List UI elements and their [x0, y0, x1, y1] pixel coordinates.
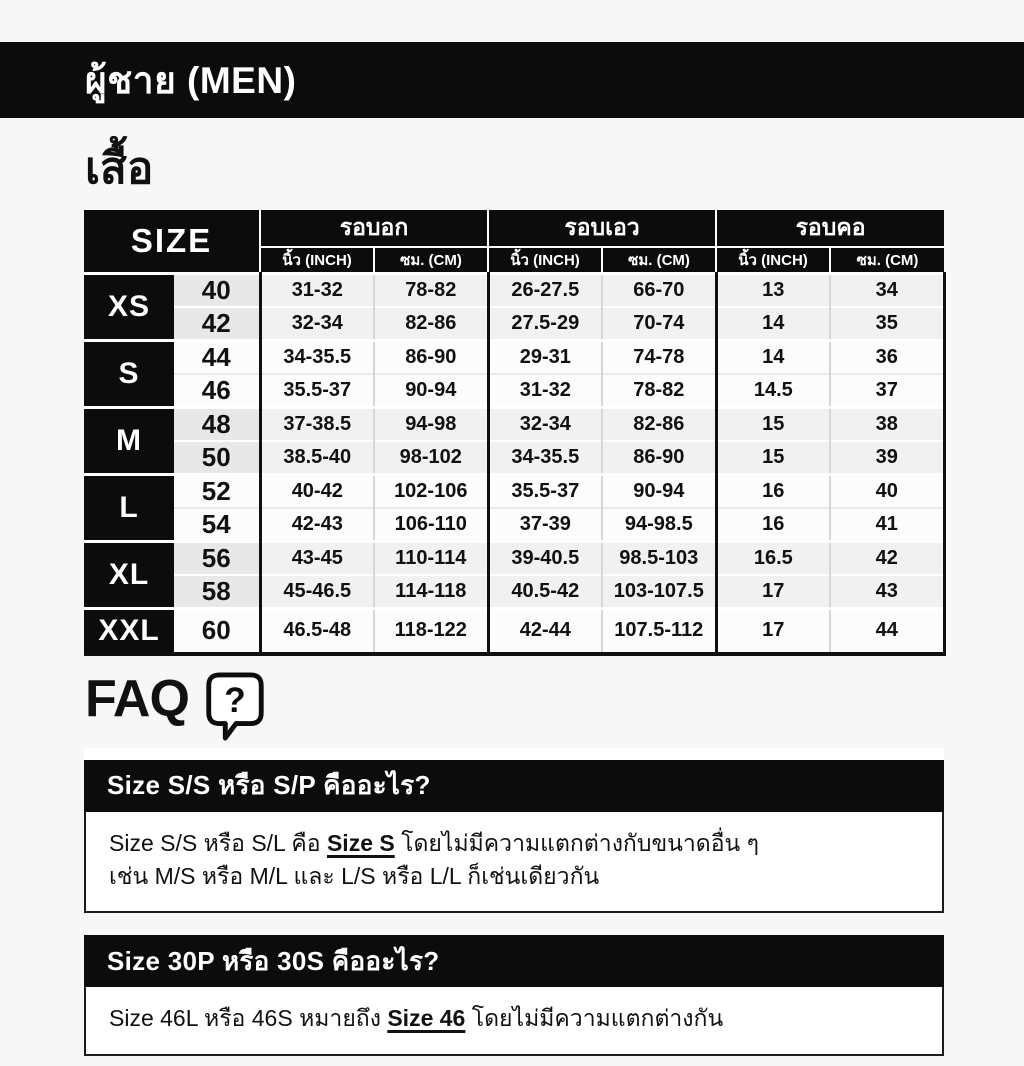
size-number-cell: 50 — [174, 441, 260, 475]
measurement-cell: 44 — [830, 608, 944, 654]
size-number-cell: 54 — [174, 508, 260, 542]
measurement-cell: 94-98.5 — [602, 508, 716, 542]
measurement-cell: 118-122 — [374, 608, 488, 654]
measurement-cell: 15 — [716, 407, 830, 441]
measurement-cell: 37 — [830, 374, 944, 408]
measurement-cell: 98.5-103 — [602, 541, 716, 575]
size-number-cell: 44 — [174, 340, 260, 374]
measurement-cell: 42-43 — [260, 508, 374, 542]
measurement-cell: 90-94 — [602, 474, 716, 508]
page-title: ผู้ชาย (MEN) — [85, 59, 297, 101]
measurement-cell: 17 — [716, 608, 830, 654]
measurement-cell: 38 — [830, 407, 944, 441]
question-bubble-icon — [205, 672, 265, 747]
measurement-cell: 106-110 — [374, 508, 488, 542]
faq-question-2: Size 30P หรือ 30S คืออะไร? — [107, 945, 440, 976]
measurement-cell: 36 — [830, 340, 944, 374]
size-number-cell: 48 — [174, 407, 260, 441]
size-number-cell: 46 — [174, 374, 260, 408]
size-number-cell: 42 — [174, 307, 260, 341]
measurement-cell: 78-82 — [602, 374, 716, 408]
neck-group-header: รอบคอ — [716, 210, 944, 247]
measurement-cell: 16 — [716, 474, 830, 508]
size-letter-cell: XL — [84, 541, 174, 608]
measurement-cell: 43-45 — [260, 541, 374, 575]
size-corner-header: SIZE — [84, 210, 260, 274]
size-row — [84, 541, 944, 575]
faq-heading-row — [85, 669, 1024, 744]
size-row — [84, 307, 944, 341]
faq-question-bar-2 — [84, 935, 944, 987]
size-number-cell: 56 — [174, 541, 260, 575]
size-row — [84, 340, 944, 374]
measurement-cell: 34-35.5 — [488, 441, 602, 475]
measurement-cell: 94-98 — [374, 407, 488, 441]
measurement-cell: 37-39 — [488, 508, 602, 542]
men-title-bar — [0, 42, 1024, 118]
measurement-cell: 31-32 — [260, 273, 374, 307]
faq-answer-box-1 — [84, 812, 944, 914]
measurement-cell: 34-35.5 — [260, 340, 374, 374]
measurement-cell: 66-70 — [602, 273, 716, 307]
measurement-cell: 40-42 — [260, 474, 374, 508]
svg-text:?: ? — [224, 680, 246, 720]
measurement-cell: 14 — [716, 340, 830, 374]
size-row — [84, 273, 944, 307]
faq-answer-box-2 — [84, 987, 944, 1055]
size-row — [84, 508, 944, 542]
size-letter-cell: XXL — [84, 608, 174, 654]
size-table — [84, 210, 946, 656]
measurement-cell: 35.5-37 — [488, 474, 602, 508]
size-number-cell: 40 — [174, 273, 260, 307]
measurement-cell: 114-118 — [374, 575, 488, 609]
measurement-cell: 39-40.5 — [488, 541, 602, 575]
measurement-cell: 82-86 — [602, 407, 716, 441]
size-table-wrapper — [84, 210, 945, 656]
size-row — [84, 407, 944, 441]
size-row — [84, 374, 944, 408]
chest-cm-header: ซม. (CM) — [374, 247, 488, 274]
measurement-cell: 102-106 — [374, 474, 488, 508]
measurement-cell: 98-102 — [374, 441, 488, 475]
measurement-cell: 14 — [716, 307, 830, 341]
faq-card-top-strip — [84, 748, 944, 760]
size-letter-cell: M — [84, 407, 174, 474]
faq-question-1: Size S/S หรือ S/P คืออะไร? — [107, 770, 431, 801]
waist-inch-header: นิ้ว (INCH) — [488, 247, 602, 274]
measurement-cell: 32-34 — [260, 307, 374, 341]
measurement-cell: 26-27.5 — [488, 273, 602, 307]
shirt-section-title: เสื้อ — [85, 144, 154, 193]
faq-heading: FAQ — [85, 669, 189, 728]
measurement-cell: 43 — [830, 575, 944, 609]
waist-group-header: รอบเอว — [488, 210, 716, 247]
measurement-cell: 27.5-29 — [488, 307, 602, 341]
size-letter-cell: L — [84, 474, 174, 541]
faq-question-bar-1 — [84, 760, 944, 812]
size-row — [84, 474, 944, 508]
page — [0, 42, 1024, 1066]
faq-answer-2-line-1: Size 46L หรือ 46S หมายถึง Size 46 โดยไม่มีความแตกต่างกัน — [109, 1005, 724, 1032]
measurement-cell: 16.5 — [716, 541, 830, 575]
measurement-cell: 78-82 — [374, 273, 488, 307]
measurement-cell: 14.5 — [716, 374, 830, 408]
size-letter-cell: XS — [84, 273, 174, 340]
chest-inch-header: นิ้ว (INCH) — [260, 247, 374, 274]
measurement-cell: 13 — [716, 273, 830, 307]
measurement-cell: 42 — [830, 541, 944, 575]
measurement-cell: 32-34 — [488, 407, 602, 441]
measurement-cell: 35.5-37 — [260, 374, 374, 408]
measurement-cell: 86-90 — [602, 441, 716, 475]
size-letter-cell: S — [84, 340, 174, 407]
measurement-cell: 41 — [830, 508, 944, 542]
size-number-cell: 60 — [174, 608, 260, 654]
measurement-cell: 103-107.5 — [602, 575, 716, 609]
chest-group-header: รอบอก — [260, 210, 488, 247]
neck-cm-header: ซม. (CM) — [830, 247, 944, 274]
measurement-cell: 40.5-42 — [488, 575, 602, 609]
faq-answer-1-line-1: Size S/S หรือ S/L คือ Size S โดยไม่มีความแตกต่างกับขนาดอื่น ๆ — [109, 829, 760, 856]
measurement-cell: 45-46.5 — [260, 575, 374, 609]
measurement-cell: 82-86 — [374, 307, 488, 341]
measurement-cell: 34 — [830, 273, 944, 307]
measurement-cell: 15 — [716, 441, 830, 475]
measurement-cell: 16 — [716, 508, 830, 542]
size-46-emphasis: Size 46 — [387, 1005, 466, 1032]
measurement-cell: 38.5-40 — [260, 441, 374, 475]
size-s-emphasis: Size S — [326, 829, 395, 856]
measurement-cell: 37-38.5 — [260, 407, 374, 441]
measurement-cell: 40 — [830, 474, 944, 508]
measurement-cell: 107.5-112 — [602, 608, 716, 654]
measurement-cell: 31-32 — [488, 374, 602, 408]
size-row — [84, 608, 944, 654]
measurement-cell: 35 — [830, 307, 944, 341]
measurement-cell: 39 — [830, 441, 944, 475]
measurement-cell: 90-94 — [374, 374, 488, 408]
measurement-cell: 46.5-48 — [260, 608, 374, 654]
waist-cm-header: ซม. (CM) — [602, 247, 716, 274]
measurement-cell: 74-78 — [602, 340, 716, 374]
size-row — [84, 575, 944, 609]
measurement-cell: 86-90 — [374, 340, 488, 374]
size-table-body — [84, 273, 944, 654]
measurement-cell: 17 — [716, 575, 830, 609]
faq-answer-1-line-2: เช่น M/S หรือ M/L และ L/S หรือ L/L ก็เช่นเดียวกัน — [109, 862, 600, 889]
measurement-cell: 29-31 — [488, 340, 602, 374]
measurement-cell: 110-114 — [374, 541, 488, 575]
measurement-cell: 70-74 — [602, 307, 716, 341]
size-row — [84, 441, 944, 475]
measurement-cell: 42-44 — [488, 608, 602, 654]
neck-inch-header: นิ้ว (INCH) — [716, 247, 830, 274]
size-number-cell: 58 — [174, 575, 260, 609]
size-number-cell: 52 — [174, 474, 260, 508]
